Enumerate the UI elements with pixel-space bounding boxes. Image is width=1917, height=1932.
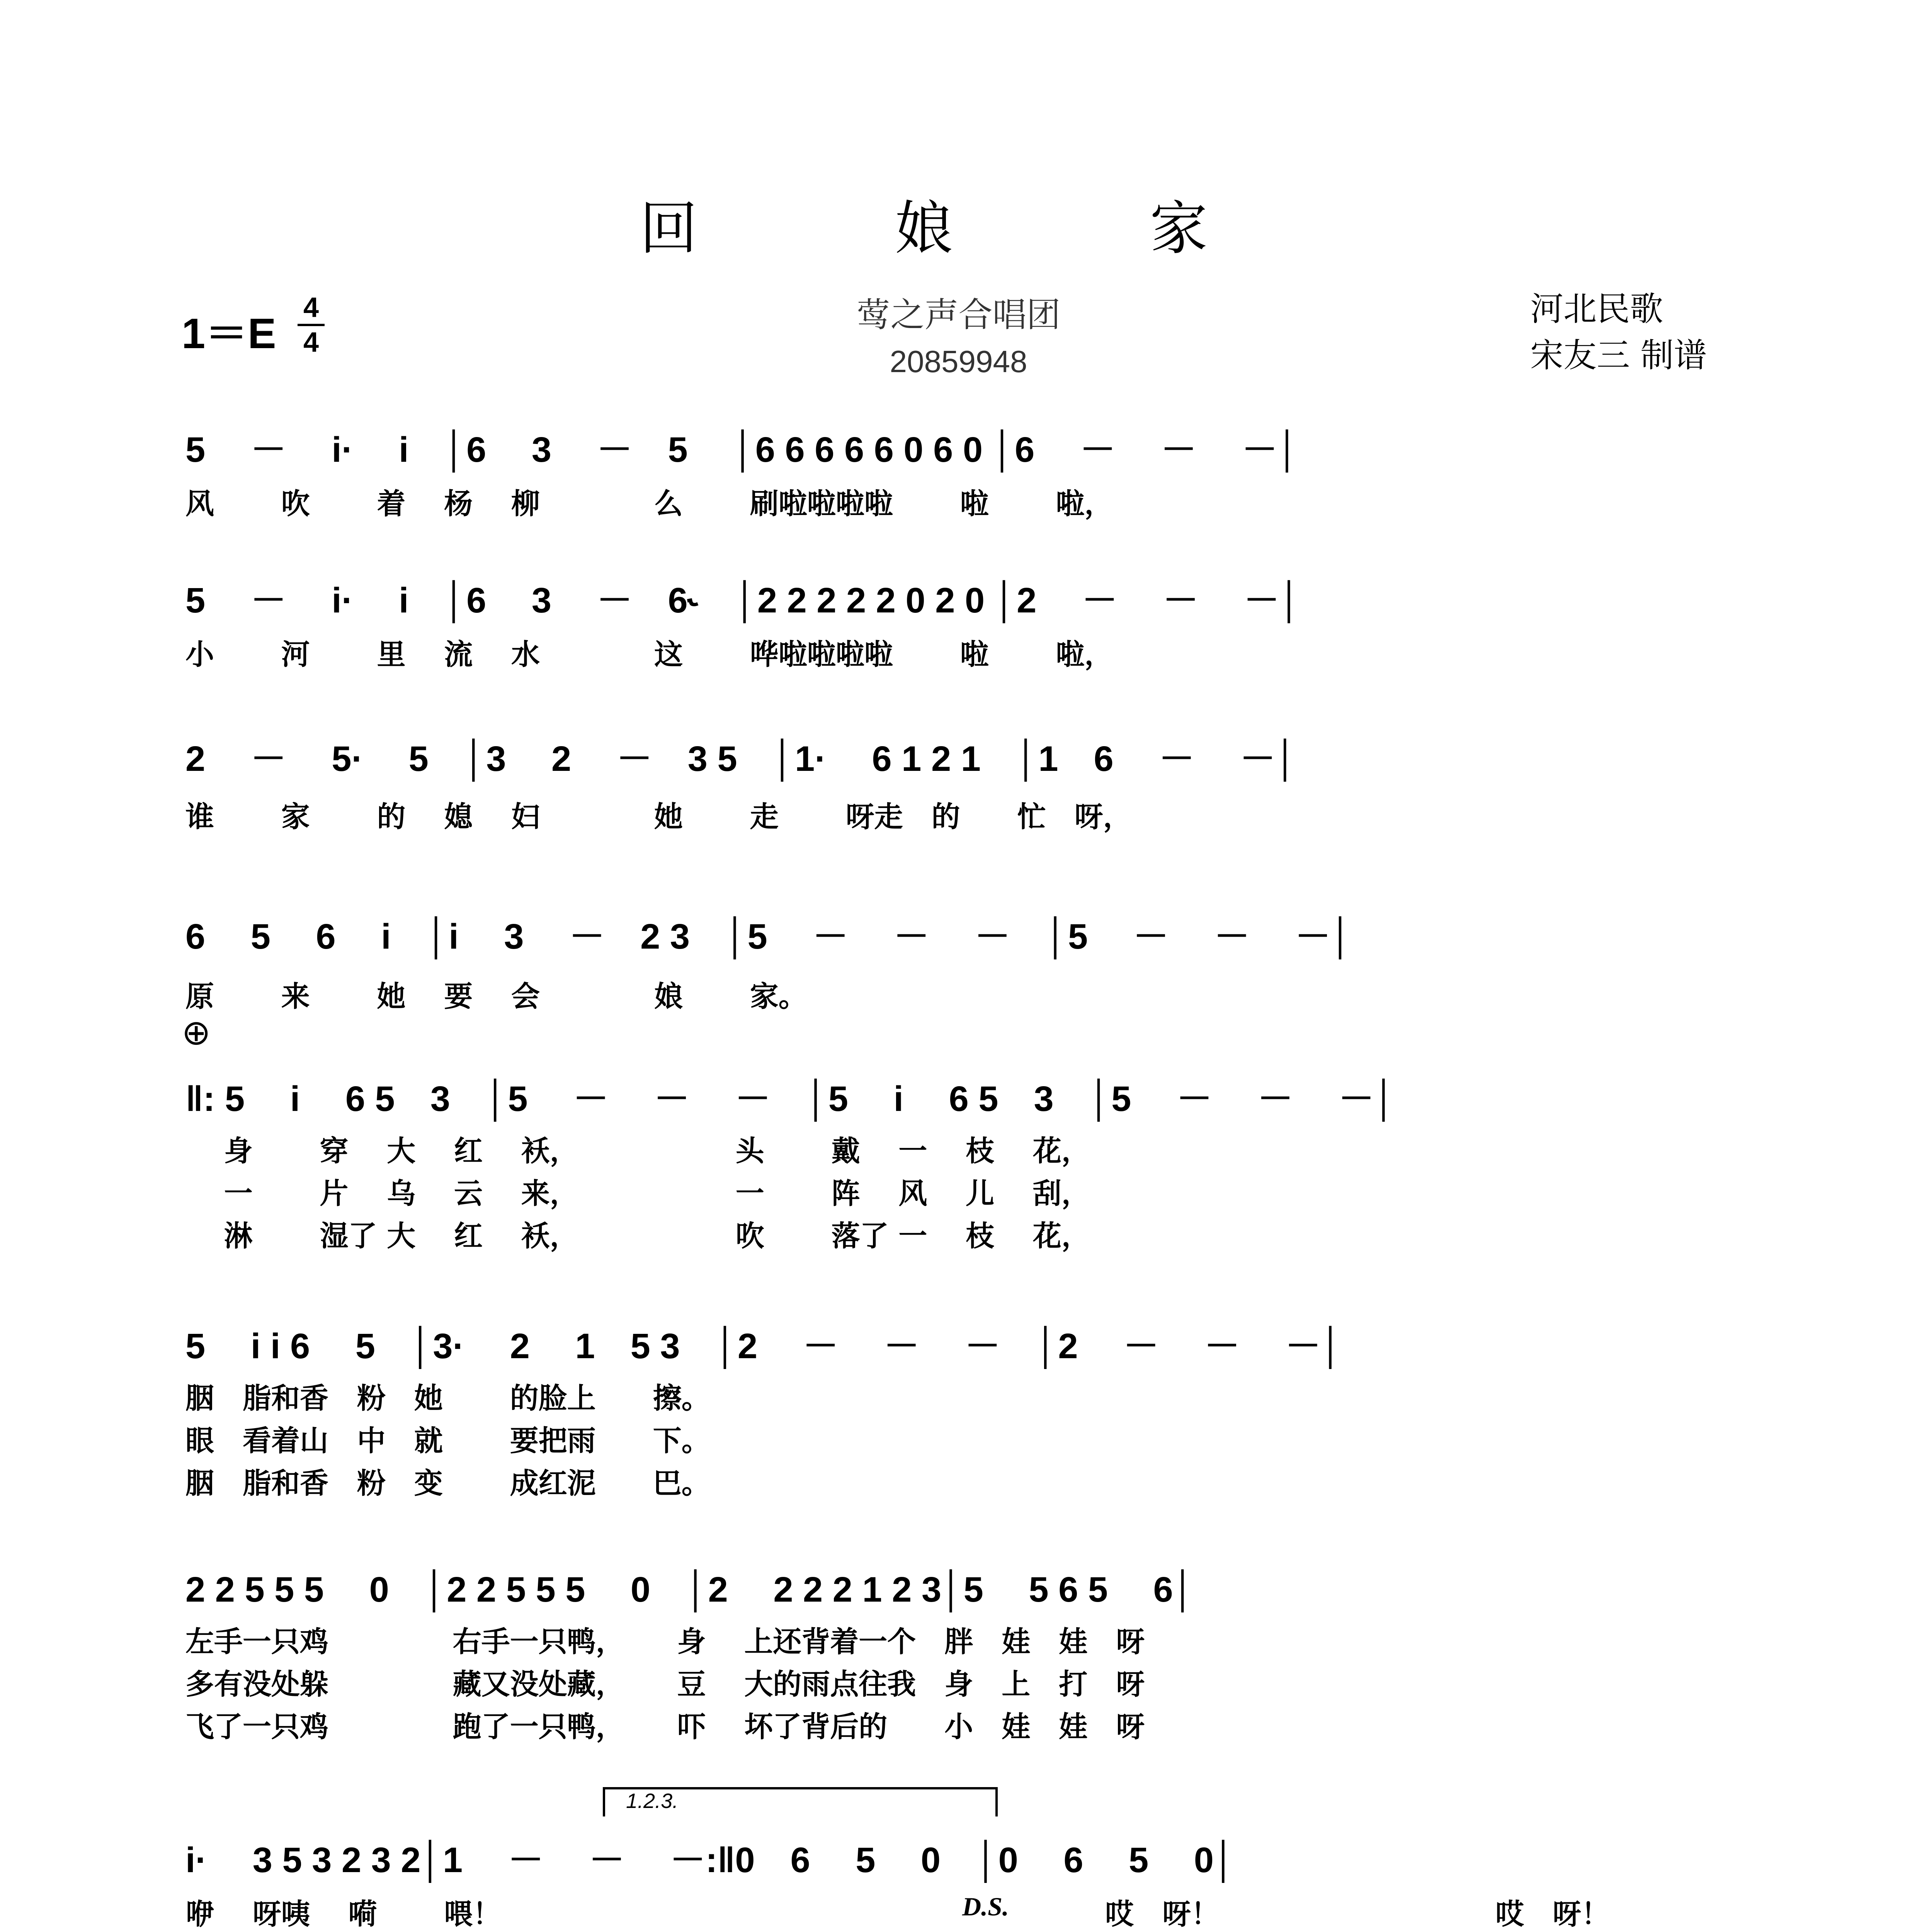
system-6-notes: 5 i i 6 5 │3· 2 1 5 3 │2 － － － │2 － － －│ xyxy=(185,1327,1343,1366)
key-signature: 1＝E xyxy=(182,310,276,357)
system-5-lyric-1: 身 穿 大 红 袄， 头 戴 一 枝 花， xyxy=(185,1134,1090,1168)
system-5-notes: ‖: 5 i 6 5 3 │5 － － － │5 i 6 5 3 │5 － － －│ xyxy=(185,1079,1397,1119)
system-7-lyric-3: 飞了一只鸡 跑了一只鸭， 吓 坏了背后的 小 娃 娃 呀 xyxy=(185,1710,1145,1743)
system-2-lyric: 小 河 里 流 水 这 哗啦啦啦啦 啦 啦， xyxy=(185,638,1113,671)
system-8-notes: i· 3 5 3 2 3 2│1 － － －:‖0 6 5 0 │0 6 5 0│ xyxy=(185,1840,1236,1880)
upload-id: 20859948 xyxy=(890,344,1027,379)
page-title: 回 娘 家 xyxy=(640,195,1277,262)
volta-bracket-label: 1.2.3. xyxy=(626,1789,679,1813)
system-1-lyric: 风 吹 着 杨 柳 么 刷啦啦啦啦 啦 啦， xyxy=(185,487,1113,520)
coda-sign: ⊕ xyxy=(182,1012,211,1053)
origin-label: 河北民歌 xyxy=(1530,290,1663,328)
system-3-lyric: 谁 家 的 媳 妇 她 走 呀走 的 忙 呀， xyxy=(185,800,1132,833)
system-8-lyric-1: 咿 呀咦 嗬 喂！ xyxy=(185,1898,502,1931)
arranger-label: 宋友三 制谱 xyxy=(1530,336,1707,375)
system-7-notes: 2 2 5 5 5 0 │2 2 5 5 5 0 │2 2 2 2 1 2 3│5 5 6 5 6│ xyxy=(185,1570,1196,1609)
system-7-lyric-2: 多有没处躲 藏又没处藏， 豆 大的雨点往我 身 上 打 呀 xyxy=(185,1668,1145,1701)
time-sig-top: 4 xyxy=(303,292,319,323)
system-4-lyric: 原 来 她 要 会 娘 家。 xyxy=(185,980,807,1013)
system-6-lyric-3: 胭 脂和香 粉 变 成红泥 巴。 xyxy=(185,1467,710,1500)
system-2-notes: 5 － i· i │6 3 － 6˞ │2 2 2 2 2 0 2 0 │2 － － －│ xyxy=(185,581,1302,620)
hey-ya-lyric-2: 哎 呀！ xyxy=(1495,1898,1610,1931)
system-3-notes: 2 － 5· 5 │3 2 － 3 5 │1· 6 1 2 1 │1 6 － －│ xyxy=(185,739,1298,779)
ds-marking: D.S. xyxy=(962,1892,1009,1921)
system-5-lyric-3: 淋 湿了 大 红 袄， 吹 落了 一 枝 花， xyxy=(185,1219,1090,1253)
hey-ya-lyric: 哎 呀！ xyxy=(1105,1898,1220,1931)
system-6-lyric-1: 胭 脂和香 粉 她 的脸上 擦。 xyxy=(185,1382,710,1415)
time-sig-bottom: 4 xyxy=(303,327,319,358)
system-4-notes: 6 5 6 i │i 3 － 2 3 │5 － － － │5 － － －│ xyxy=(185,917,1353,956)
system-7-lyric-1: 左手一只鸡 右手一只鸭， 身 上还背着一个 胖 娃 娃 呀 xyxy=(185,1625,1145,1658)
performer-label: 莺之声合唱团 xyxy=(856,295,1061,335)
system-1-notes: 5 － i· i │6 3 － 5 │6 6 6 6 6 0 6 0 │6 － － －│ xyxy=(185,430,1300,469)
system-6-lyric-2: 眼 看着山 中 就 要把雨 下。 xyxy=(185,1424,710,1458)
volta-bracket xyxy=(603,1787,998,1816)
system-5-lyric-2: 一 片 乌 云 来， 一 阵 风 儿 刮， xyxy=(185,1177,1090,1210)
